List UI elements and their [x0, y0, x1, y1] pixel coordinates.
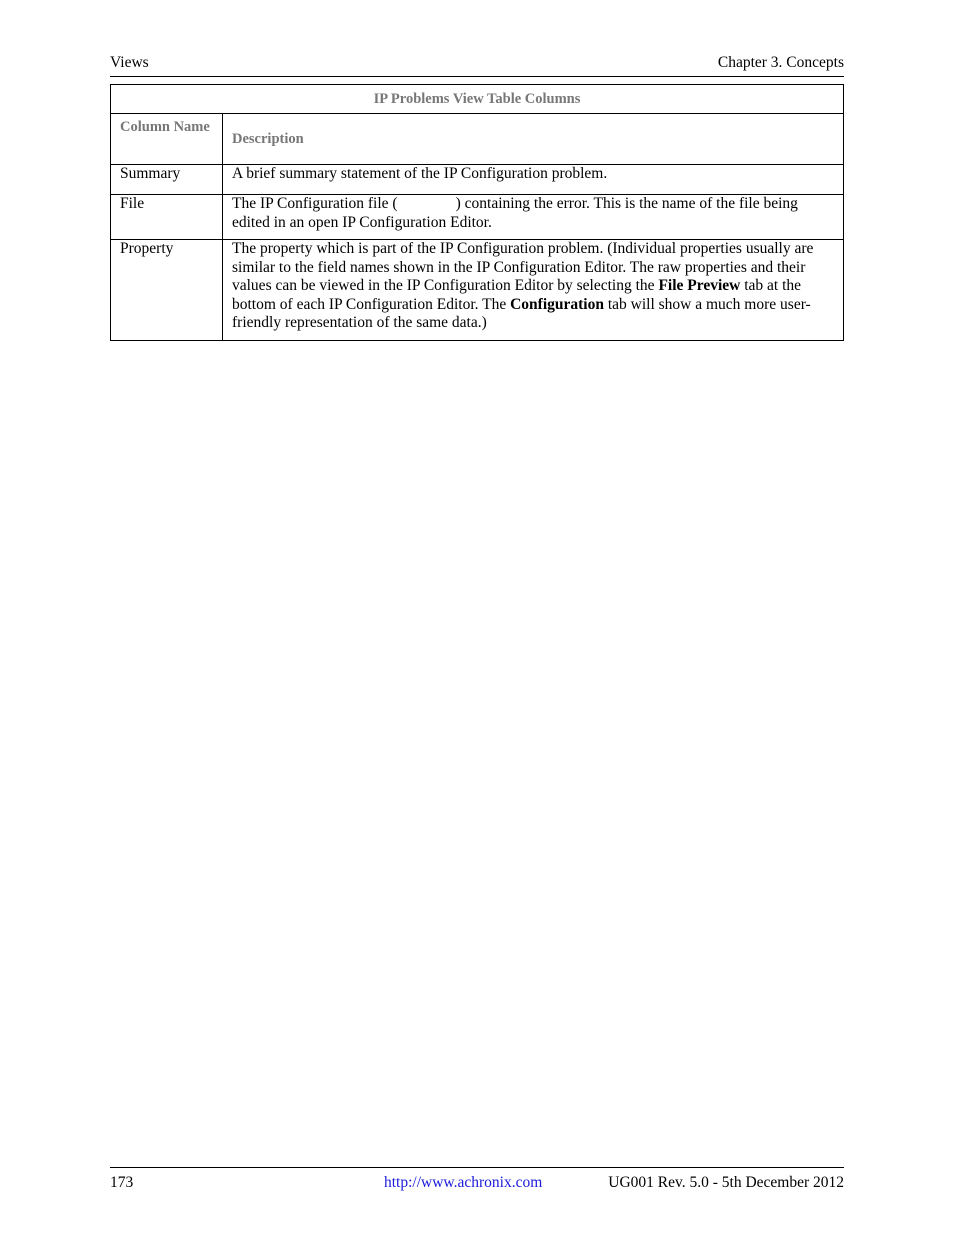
page-number: 173	[110, 1174, 134, 1191]
achronix-website-link[interactable]: http://www.achronix.com	[384, 1174, 543, 1191]
header-chapter-title: Chapter 3. Concepts	[717, 54, 844, 71]
table-row	[111, 195, 844, 240]
configuration-term: Configuration	[510, 295, 604, 313]
page-header	[110, 54, 844, 77]
ip-problems-columns-table	[110, 84, 844, 341]
row-desc-property	[223, 240, 844, 341]
file-desc-before: The IP Configuration file (	[232, 195, 398, 212]
document-revision: UG001 Rev. 5.0 - 5th December 2012	[608, 1174, 844, 1191]
property-desc-part1: The property which is part of the IP Configuration problem. (Individual properties usually are similar to the field names shown in the IP Configuration Editor. The raw properties and their values can be viewed in the IP Configuration Editor by selecting the	[232, 240, 814, 294]
row-name-file: File	[111, 195, 223, 240]
header-description: Description	[223, 114, 844, 165]
file-preview-term: File Preview	[658, 277, 741, 294]
row-desc-summary: A brief summary statement of the IP Configuration problem.	[223, 165, 844, 195]
header-section-title: Views	[110, 54, 149, 71]
header-column-name: Column Name	[111, 114, 223, 165]
table-caption: IP Problems View Table Columns	[111, 85, 844, 114]
table-row	[111, 165, 844, 195]
page-footer	[110, 1167, 844, 1198]
table-row	[111, 240, 844, 341]
row-desc-file	[223, 195, 844, 240]
property-desc-part2: tab at the bottom of each IP Configuration Editor. The	[232, 277, 802, 313]
table-header-row	[111, 114, 844, 165]
table-caption-row	[111, 85, 844, 114]
file-desc-after: ) containing the error. This is the name of the file being edited in an open IP Configuration Editor.	[232, 195, 798, 231]
property-desc-part3: tab will show a much more user-friendly representation of the same data.)	[232, 295, 811, 331]
row-name-property: Property	[111, 240, 223, 341]
row-name-summary: Summary	[111, 165, 223, 195]
